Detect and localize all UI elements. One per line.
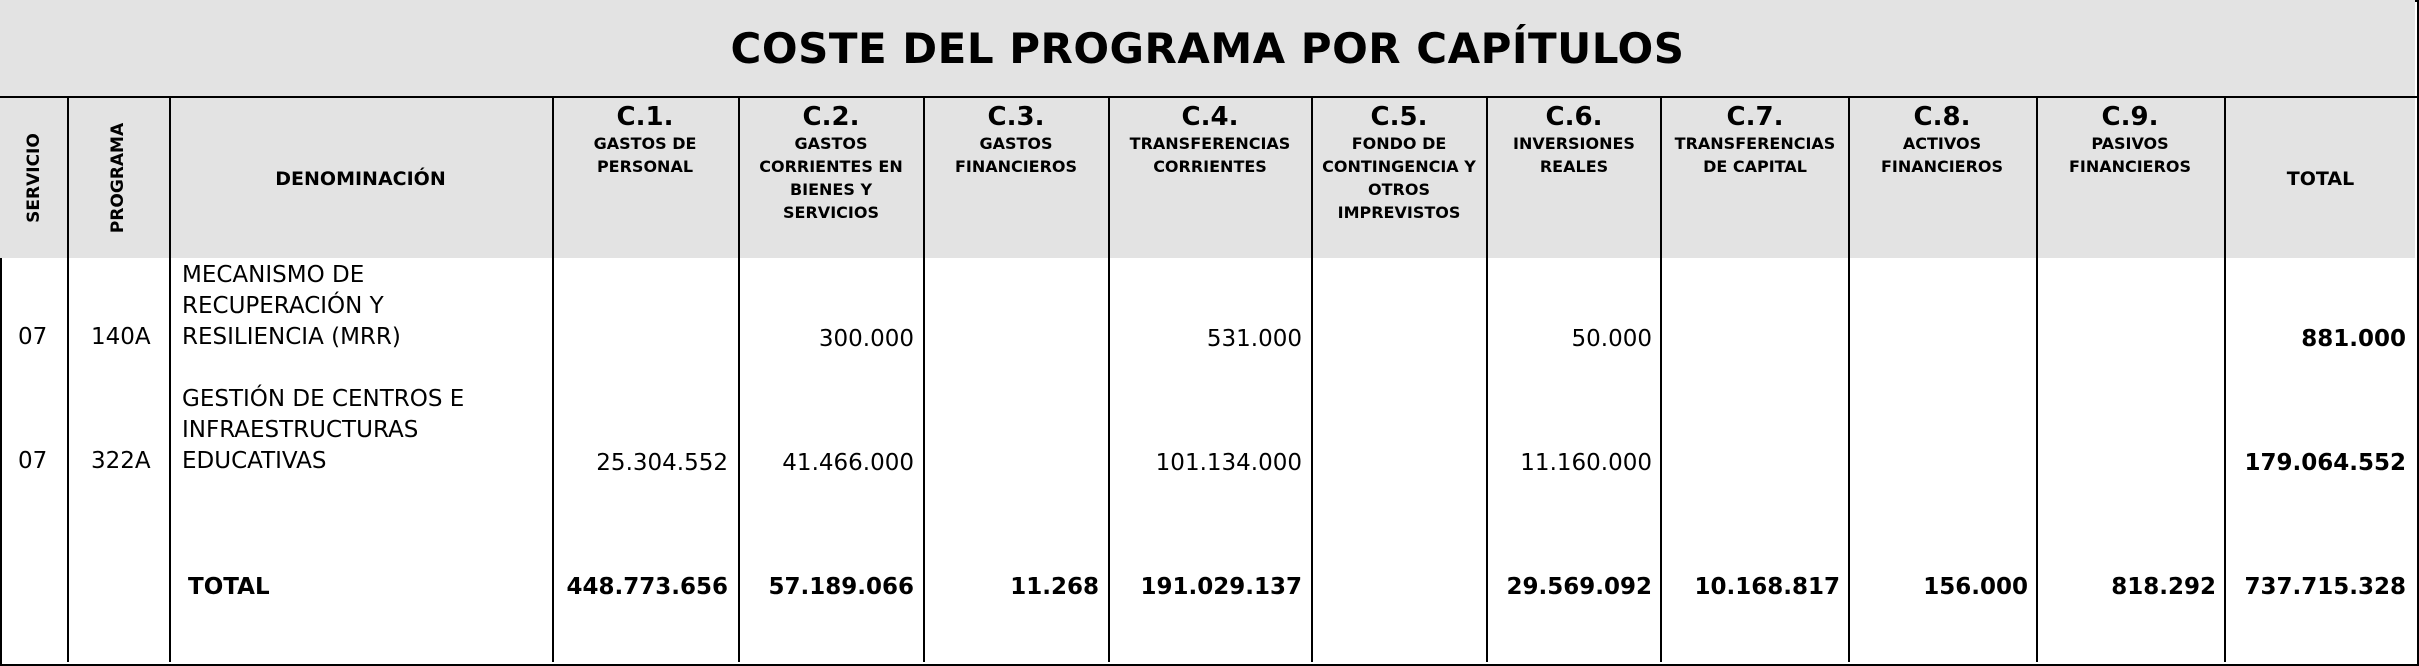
row2-c1: 25.304.552 [596,450,728,476]
title-divider [0,96,2419,98]
header-total: TOTAL [2286,168,2355,190]
header-c8: C.8. ACTIVOS FINANCIEROS [1880,102,2004,176]
col-divider [67,96,69,662]
totals-c6: 29.569.092 [1506,574,1652,600]
row2-c2: 41.466.000 [782,450,914,476]
totals-c3: 11.268 [1010,574,1099,600]
table-title: COSTE DEL PROGRAMA POR CAPÍTULOS [0,0,2415,96]
row1-c6: 50.000 [1571,326,1652,352]
col-divider [1311,96,1313,662]
totals-c8: 156.000 [1923,574,2028,600]
totals-total: 737.715.328 [2244,574,2406,600]
row2-denominacion: GESTIÓN DE CENTROS E INFRAESTRUCTURAS EDUCATIVAS [182,386,465,474]
row2-programa: 322A [91,448,151,474]
header-c6: C.6. INVERSIONES REALES [1513,102,1635,176]
row1-denominacion: MECANISMO DE RECUPERACIÓN Y RESILIENCIA (MRR) [182,262,401,350]
row2-total: 179.064.552 [2244,450,2406,476]
row2-c4: 101.134.000 [1155,450,1302,476]
row1-programa: 140A [91,324,151,350]
header-c2: C.2. GASTOS CORRIENTES EN BIENES Y SERVICIOS [759,102,903,222]
totals-c7: 10.168.817 [1694,574,1840,600]
row2-servicio: 07 [18,448,48,474]
header-c5: C.5. FONDO DE CONTINGENCIA Y OTROS IMPREVISTOS [1322,102,1476,222]
header-c3: C.3. GASTOS FINANCIEROS [954,102,1078,176]
totals-label: TOTAL [188,574,270,600]
row1-total: 881.000 [2301,326,2406,352]
row1-c4: 531.000 [1206,326,1302,352]
header-denominacion: DENOMINACIÓN [275,168,446,190]
header-servicio: SERVICIO [24,133,44,223]
header-c9: C.9. PASIVOS FINANCIEROS [2068,102,2192,176]
header-c4: C.4. TRANSFERENCIAS CORRIENTES [1129,102,1291,176]
totals-c4: 191.029.137 [1140,574,1302,600]
totals-c9: 818.292 [2111,574,2216,600]
header-programa: PROGRAMA [108,122,128,234]
row2-c6: 11.160.000 [1520,450,1652,476]
totals-c1: 448.773.656 [566,574,728,600]
row1-servicio: 07 [18,324,48,350]
header-c7: C.7. TRANSFERENCIAS DE CAPITAL [1674,102,1836,176]
row1-c2: 300.000 [818,326,914,352]
totals-c2: 57.189.066 [768,574,914,600]
header-c1: C.1. GASTOS DE PERSONAL [593,102,697,176]
